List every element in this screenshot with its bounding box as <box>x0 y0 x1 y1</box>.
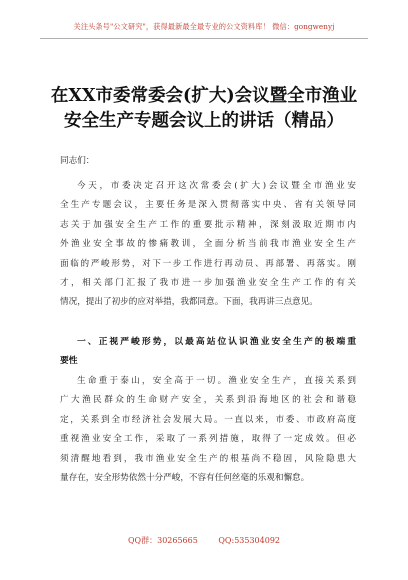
header-promo: 关注头条号"公文研究"，获得最新最全最专业的公文资料库！ 微信：gongwenyj <box>73 22 335 31</box>
paragraph-line: 广大渔民群众的生命财产安全，关系到沿海地区的社会和谐稳 <box>60 395 356 406</box>
title-line-1: 在XX市委常委会(扩大)会议暨全市渔业 <box>50 86 358 106</box>
heading-line: 要性 <box>60 356 78 367</box>
footer-qq-group: QQ群：30265665 <box>127 536 198 545</box>
paragraph-1 <box>60 177 356 313</box>
header-divider <box>40 38 368 39</box>
section-heading-1 <box>60 333 356 372</box>
paragraph-line: 情况，提出了初步的应对举措，我都同意。下面，我再讲三点意见。 <box>60 297 318 308</box>
title-line-2: 安全生产专题会议上的讲话（精品） <box>64 111 344 131</box>
paragraph-line: 重视渔业安全工作，采取了一系列措施，取得了一定成效。但必 <box>60 434 356 445</box>
paragraph-line: 定，关系到全市经济社会发展大局。一直以来，市委、市政府高度 <box>60 414 356 425</box>
paragraph-line: 志关于加强安全生产工作的重要批示精神，深刻汲取近期市内 <box>60 219 356 230</box>
paragraph-line: 全生产专题会议，主要任务是深入贯彻落实中央、省有关领导同 <box>60 200 356 211</box>
salutation: 同志们： <box>60 156 95 166</box>
paragraph-line: 面临的严峻形势，对下一步工作进行再动员、再部署、再落实。刚 <box>60 258 356 269</box>
document-title <box>40 84 368 134</box>
paragraph-line: 生命重于泰山，安全高于一切。渔业安全生产，直接关系到 <box>77 376 356 386</box>
paragraph-2 <box>60 372 356 488</box>
paragraph-line: 今天，市委决定召开这次常委会(扩大)会议暨全市渔业安 <box>77 181 356 191</box>
paragraph-line: 量存在，安全形势依然十分严峻，不容有任何丝毫的乐观和懈怠。 <box>60 473 310 484</box>
paragraph-line: 才，相关部门汇报了我市进一步加强渔业安全生产工作的有关 <box>60 278 356 289</box>
heading-line: 一、正视严峻形势，以最高站位认识渔业安全生产的极端重 <box>77 337 356 347</box>
footer-qq: QQ:535304092 <box>218 536 280 545</box>
paragraph-line: 须清醒地看到，我市渔业安全生产的根基尚不稳固，风险隐患大 <box>60 453 356 464</box>
paragraph-line: 外渔业安全事故的惨痛教训，全面分析当前我市渔业安全生产 <box>60 239 356 250</box>
footer-contact <box>40 535 368 547</box>
